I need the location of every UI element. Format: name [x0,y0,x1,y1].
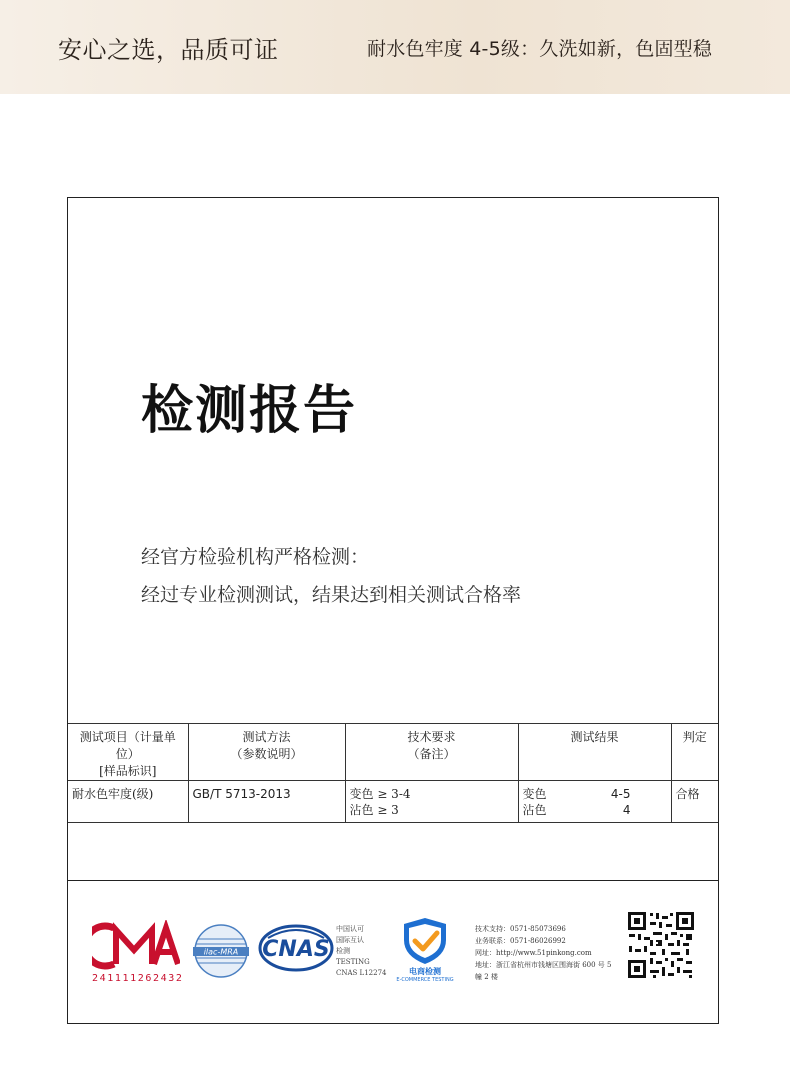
cnas-accreditation-text: 中国认可 国际互认 检测 TESTING CNAS L12274 [336,925,387,977]
cell-verdict: 合格 [671,781,718,823]
ecommerce-testing-shield-icon [390,916,460,966]
header-result: 测试结果 [518,724,671,781]
ecommerce-testing-en: E-COMMERCE TESTING [396,977,454,983]
svg-text:ilac-MRA: ilac-MRA [203,947,239,957]
table-row [68,781,718,823]
cell-requirement: 变色 ≥ 3-4 沾色 ≥ 3 [345,781,518,823]
ilac-mra-logo-icon [190,923,252,979]
results-table [68,723,718,823]
cell-method: GB/T 5713-2013 [188,781,345,823]
header-item: 测试项目（计量单位） [样品标识] [68,724,188,781]
cnas-logo-icon [258,924,334,972]
contact-website: 网址：http://www.51pinkong.com [475,949,592,957]
cma-number: 241111262432 [92,973,184,984]
header-method: 测试方法 （参数说明） [188,724,345,781]
table-header-row [68,724,718,781]
header-requirement: 技术要求 （备注） [345,724,518,781]
svg-text:CNAS: CNAS [262,937,330,962]
header-verdict: 判定 [671,724,718,781]
contact-address: 地址：浙江省杭州市钱塘区围海街 600 号 5 幢 2 楼 [475,961,612,981]
banner-feature: 耐水色牢度 4-5级：久洗如新，色固型稳 [367,38,713,60]
cell-item: 耐水色牢度(级) [68,781,188,823]
contact-business: 业务联系：0571-86026992 [475,937,566,945]
footer-divider [68,880,718,881]
contact-tech-support: 技术支持：0571-85073696 [475,925,566,933]
report-intro-line2: 经过专业检测测试，结果达到相关测试合格率 [141,584,522,606]
test-report-document [67,197,719,1024]
cell-result: 变色 4-5 沾色 4 [518,781,671,823]
ecommerce-testing-cn: 电商检测 [409,967,441,976]
top-banner [0,0,790,94]
cma-logo-icon [92,920,180,970]
report-intro-line1: 经官方检验机构严格检测： [141,546,370,568]
qr-code-icon [626,910,696,980]
banner-slogan: 安心之选，品质可证 [58,36,279,64]
report-title: 检测报告 [141,381,358,441]
lab-contact-info [475,923,615,983]
